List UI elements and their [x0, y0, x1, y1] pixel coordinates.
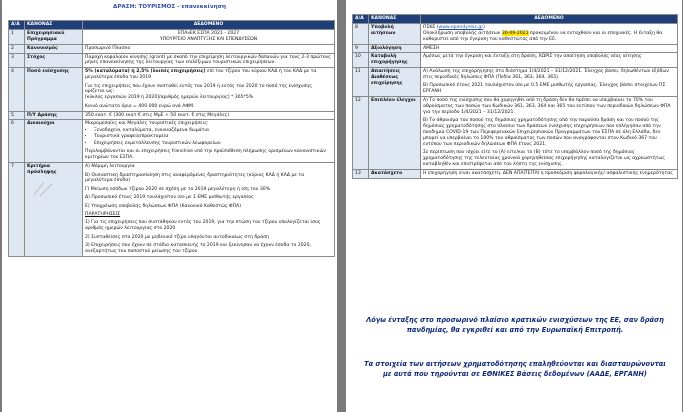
list-item: • Ξενοδοχεία, καταλύματα, ενοικιαζόμενα δωμάτια — [94, 128, 332, 134]
list-item: • Τουριστικά γραφεία/πρακτορεία — [94, 134, 332, 140]
max-limit: Κοινό ανώτατο όριο = 400.000 ευρώ ανά ΑΦΜ. — [85, 103, 195, 109]
left-page — [2, 0, 337, 412]
rate-rest: επί του τζίρου του κύριου ΚΑΔ ή του ΚΑΔ με τα μεγαλύτερα έσοδα του 2019 — [85, 69, 317, 81]
header-desc: ΔΕΔΟΜΕΝΟ — [83, 21, 335, 30]
page-title: ΔΡΑΣΗ: ΤΟΥΡΙΣΜΟΣ - επανεκκίνηση — [113, 4, 226, 10]
faint-stamp-icon — [30, 178, 70, 198]
row-value — [421, 68, 678, 97]
list-item: • Επιχειρήσεις εκμετάλλευσης τουριστικών λεωφορείων — [94, 141, 332, 147]
header-num: Α/Α — [353, 15, 369, 24]
footer-note-databases: Τα στοιχεία των αιτήσεων χρηματοδότησης επαληθεύονται και διασταυρώνονται με αυτά που τηρούνται σε ΕΘΝΙΚΕΣ Βάσεις δεδομένων (ΑΑΔΕ, ΕΡΓΑΝΗ) — [364, 360, 666, 378]
rate-bold: 5% (καταλύματα) ή 2,5% (λοιπές επιχειρήσεις) — [85, 69, 206, 75]
formula: [κύκλος εργασιών 2019 ή 2020]/αριθμός ημερών λειτουργίας] * 365*5% — [85, 95, 254, 101]
list-item: Ε) Υποχρέωση υποβολής δηλώσεων ΦΠΑ (Κανονικό Καθεστώς ΦΠΑ) — [85, 203, 242, 209]
row-value: ΑΜΕΣΗ — [421, 44, 678, 53]
table-row — [9, 44, 335, 53]
table-row — [353, 23, 678, 44]
row-value: Προσωρινό Πλαίσιο — [83, 44, 335, 53]
row-value — [83, 120, 335, 163]
table-row — [9, 29, 335, 44]
row-number: 6 — [9, 120, 25, 163]
row-number: 8 — [353, 23, 369, 44]
check-b: Β) Το άθροισμα του ποσού της δημόσιας χρηματοδότησης από την παρούσα δράση και του ποσού της δημόσιας χρηματοδότησης στο πλαίσιο των δράσεων ενίσχυσης επιχειρήσεων που επλήγησαν από την πανδημία COVID-19 των Περιφερειακών Επιχειρησιακών Προγραμμάτων του ΕΣΠΑ σε όλη Ελλάδα, δεν μπορεί να υπερβαίνει το 100% του αθροίσματος των ποσών που αναγράφονται στον Κωδικό 367 του εντύπου των περιοδικών δηλώσεων ΦΠΑ έτους 2021. — [423, 118, 661, 147]
row-number: 11 — [353, 68, 369, 97]
row-value — [421, 97, 678, 170]
check-a: Α) Το ποσό της ενίσχυσης που θα χορηγηθεί από τη δράση δεν θα πρέπει να υπερβαίνει το 70% του αθροίσματος των ποσών των Κωδικών 361, 363, 364 και 365 του εντύπου των περιοδικών δηλώσεων ΦΠΑ για την περίοδο 1/4/2021 – 31/12/2021. — [423, 98, 671, 115]
row-number: 2 — [9, 44, 25, 53]
list-item: 3) Επιχειρήσεις που έχουν σε στάδιο κατασκευής το 2019 και ξεκίνησαν να έχουν έσοδα το 2020, ανεξαρτήτως του ποσοστού μείωσης του τζίρου — [85, 242, 311, 254]
table-row — [353, 169, 678, 178]
row-number: 3 — [9, 53, 25, 68]
ministry-name: ΥΠΟΥΡΓΕΙΟ ΑΝΑΠΤΥΞΗΣ ΚΑΙ ΕΠΕΝΔΥΣΕΩΝ — [159, 36, 258, 42]
footer-note-eu: Λόγω ένταξης στο προσωρινό πλαίσιο κρατικών ενισχύσεων της ΕΕ, σαν δράση πανδημίας, θα εγκριθεί και από την Ευρωπαϊκή Επιτροπή. — [366, 316, 664, 334]
franchise-note: Περιλαμβάνονται και οι επιχειρήσεις franchise υπό την προϋπόθεση πλήρωσης ορισμένων κανονιστικών κριτηρίων του ΕΣΠΑ. — [85, 149, 326, 161]
row-label: Αξιολόγηση — [369, 44, 421, 53]
list-item: 2) Συσταθείσες στο 2020 με μηδενικό τζίρο υπαγόνται αυτοδικαίως στη δράση — [85, 234, 269, 240]
table-row — [353, 97, 678, 170]
beneficiaries-intro: Μικρομεσαίες και Μεγάλες τουριστικές επιχειρήσεις: — [85, 121, 209, 127]
requirement-b: Β) Προσωπικό έτους 2021 τουλάχιστον ίσο με 0,5 ΕΜΕ μισθωτής εργασίας. Έλεγχος βάσει στοιχείων ΠΣ ΕΡΓΑΝΗ — [423, 83, 666, 95]
ependyseis-link[interactable]: www.ependyseis.gr — [438, 24, 484, 30]
row-number: 10 — [353, 53, 369, 68]
row-label: Ποσό ενίσχυσης — [25, 68, 83, 111]
table-row — [9, 120, 335, 163]
row-number: 9 — [353, 44, 369, 53]
row-value — [83, 163, 335, 257]
row-value — [83, 68, 335, 111]
requirement-a: Α) Ανάλωση της επιχορήγησης στο διάστημα 1/4/2021 – 31/12/2021. Έλεγχος βάσει, δηλωθέντων εξόδων στις περιοδικές δηλώσεις ΦΠΑ (Πεδία 361, 363, 364, 365). — [423, 69, 669, 80]
list-item: Δ) Προσωπικό έτους 2019 τουλάχιστον ίσο με 1 ΕΜΕ μισθωτής εργασίας — [85, 195, 254, 201]
list-item: 1) Για τις επιχειρήσεις που συστάθηκαν εντός του 2019, για την πτώση του τζίρου υπολογίζεται ίσος αριθμός ημερών λειτουργίας στο 2020 — [85, 220, 321, 232]
list-item: Β) Ουσιαστική δραστηριοποίηση στις αναφερόμενες δραστηριότητες (κύριος ΚΑΔ ή ΚΑΔ με τα μεγαλύτερα έσοδα) — [85, 172, 305, 184]
row-value — [83, 29, 335, 44]
rules-table-right — [352, 14, 678, 179]
beneficiaries-list — [85, 128, 332, 147]
deadline-pre: Ολοκλήρωση υποβολής αιτήσεων — [423, 30, 502, 36]
right-page — [346, 0, 682, 412]
row-label: Καταβολή επιχορήγησης — [369, 53, 421, 68]
program-name: ΕΠΑνΕΚ ΕΣΠΑ 2021 - 2027 — [177, 30, 240, 36]
row-label: Ακατάσχετο — [369, 169, 421, 178]
row-number: 12 — [353, 97, 369, 170]
header-desc: ΔΕΔΟΜΕΝΟ — [421, 15, 678, 24]
row-value: Η επιχορήγηση είναι ακατάσχετη. ΔΕΝ ΑΠΑΙΤΕΙΤΑΙ η προσκόμιση φορολογικής/ ασφαλιστικής ενημερότητας — [421, 169, 678, 178]
rules-table-left — [8, 20, 335, 257]
row-value — [421, 23, 678, 44]
row-label: Επιπλέον έλεγχοι — [369, 97, 421, 170]
portal-label-end: ) — [483, 24, 485, 30]
row-number: 1 — [9, 29, 25, 44]
deadline-post: προκειμένου να ενταχθούν και οι εποχιακές. Η ένταξη θα καθοριστεί από την έγκριση του καθεστώτος από την ΕΕ. — [423, 30, 663, 42]
row-label: Υποβολή αιτήσεων — [369, 23, 421, 44]
header-num: Α/Α — [9, 21, 25, 30]
table-row — [9, 163, 335, 257]
new-business-rule: Για τις επιχειρήσεις που έχουν συσταθεί εντός του 2019 ή εντός του 2020 το ποσό της ενίσχυσης ορίζεται ως: — [85, 83, 313, 95]
row-value: Αμέσως μετά την έγκριση και ένταξη στη δράση, ΧΩΡΙΣ την απαίτηση υποβολής νέας αίτησης — [421, 53, 678, 68]
remarks-title: ΠΑΡΑΤΗΡΗΣΕΙΣ — [85, 211, 121, 217]
portal-label: ΠΣΚΕ ( — [423, 24, 439, 30]
header-rule: ΚΑΝΟΝΑΣ — [25, 21, 83, 30]
row-label: Κριτήρια πρόσληψης — [25, 163, 83, 257]
table-header — [9, 21, 335, 30]
row-number: 4 — [9, 68, 25, 111]
table-row — [353, 68, 678, 97]
row-value: 350 εκατ. € (300 εκατ € στις ΜμΕ + 50 εκατ. € στις Μεγάλες) — [83, 111, 335, 120]
row-label: Κανονισμός — [25, 44, 83, 53]
table-row — [9, 68, 335, 111]
row-label: Επιχειρησιακό Πρόγραμμα — [25, 29, 83, 44]
table-row — [9, 53, 335, 68]
header-rule: ΚΑΝΟΝΑΣ — [369, 15, 421, 24]
row-label: Π/Υ Δράσης — [25, 111, 83, 120]
list-item: Α) Νόμιμη λειτουργία — [85, 164, 135, 170]
row-value: Παροχή κεφαλαίου κίνησης (grant) με σκοπό την επιχείρηση λειτουργικών δαπανών για τους 2-3 πρώτους μήνες επανεκκίνησης της λειτουργίας των επιλέξιμων τουριστικών επιχειρήσεων. — [83, 53, 335, 68]
table-row — [353, 53, 678, 68]
row-label: Στόχος — [25, 53, 83, 68]
row-number: 7 — [9, 163, 25, 257]
row-number: 13 — [353, 169, 369, 178]
row-label: Απαιτήσεις Διαθέσεως επιχείρησης — [369, 68, 421, 97]
row-number: 5 — [9, 111, 25, 120]
table-row — [353, 44, 678, 53]
row-label: Δικαιούχοι — [25, 120, 83, 163]
list-item: Γ) Μείωση εσόδων τζίρου 2020 σε σχέση με το 2019 μεγαλύτερη ή ίση του 30% — [85, 186, 271, 192]
table-header — [353, 15, 678, 24]
check-c: Σε περίπτωση που ισχύει είτε το (Α) είτε/και το (Β) τότε το υπερβάλλον ποσό της δημόσιας χρηματοδότησης της τελευταίας χρονικά χορηγηθείσας επιχορήγησης καταλογίζεται ως αχρεωστήτως καταβληθέν και επιστρέφεται από τον λήπτη της ενίσχυσης. — [423, 150, 665, 167]
deadline-date: 30-09-2021 — [501, 30, 529, 36]
table-row — [9, 111, 335, 120]
